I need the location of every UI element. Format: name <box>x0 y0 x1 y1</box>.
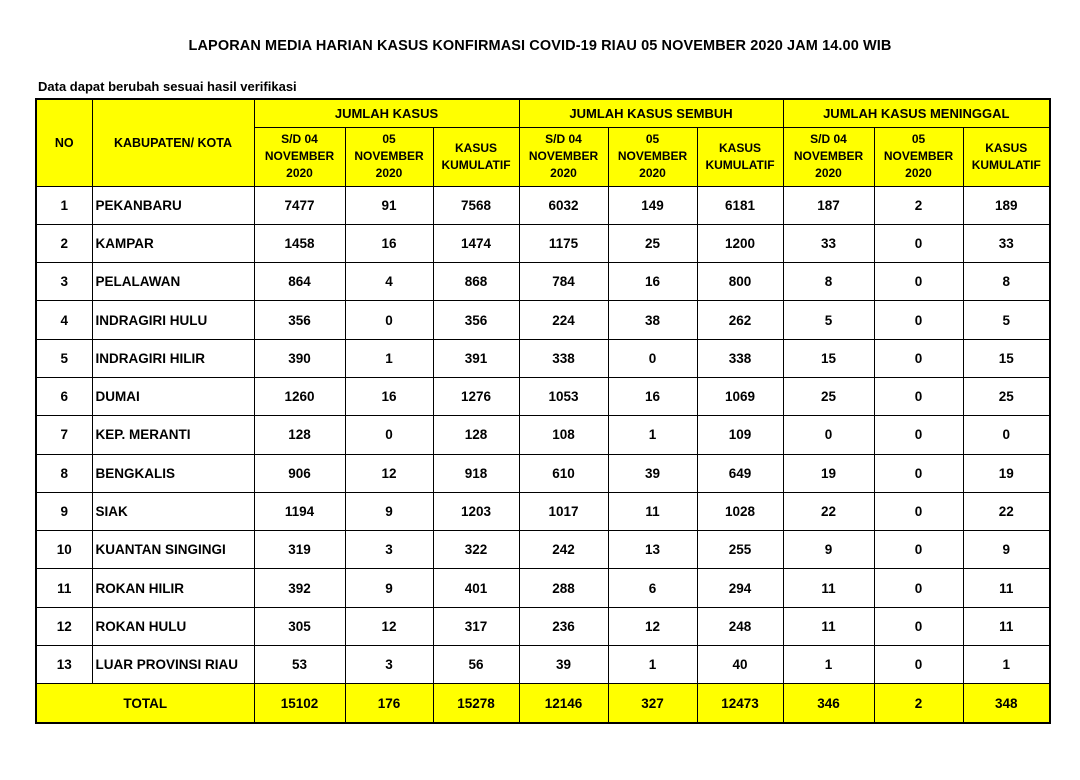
report-title: LAPORAN MEDIA HARIAN KASUS KONFIRMASI COVID-19 RIAU 05 NOVEMBER 2020 JAM 14.00 WIB <box>188 38 892 54</box>
total-row <box>36 684 1050 724</box>
row-value-cell: 0 <box>874 492 963 530</box>
row-value-cell: 2 <box>874 186 963 224</box>
row-value-cell: 0 <box>608 339 697 377</box>
row-value-cell: 11 <box>783 569 874 607</box>
subheader-05-november <box>874 127 963 186</box>
row-value-cell: 25 <box>608 224 697 262</box>
subheader-line: S/D 04 <box>281 132 318 146</box>
row-value-cell: 390 <box>254 339 345 377</box>
header-jumlah-sembuh: JUMLAH KASUS SEMBUH <box>519 99 783 127</box>
row-value-cell: 1069 <box>697 377 783 415</box>
row-region-name: LUAR PROVINSI RIAU <box>92 646 254 684</box>
row-value-cell: 262 <box>697 301 783 339</box>
total-value-cell: 15102 <box>254 684 345 724</box>
total-value-cell: 176 <box>345 684 433 724</box>
row-value-cell: 322 <box>433 531 519 569</box>
table-row <box>36 492 1050 530</box>
subheader-line: 05 <box>911 132 926 146</box>
row-value-cell: 1017 <box>519 492 608 530</box>
total-value-cell: 346 <box>783 684 874 724</box>
row-number: 12 <box>36 607 92 645</box>
row-value-cell: 109 <box>697 416 783 454</box>
row-value-cell: 224 <box>519 301 608 339</box>
row-value-cell: 12 <box>608 607 697 645</box>
header-jumlah-kasus: JUMLAH KASUS <box>254 99 519 127</box>
row-value-cell: 1 <box>345 339 433 377</box>
row-number: 7 <box>36 416 92 454</box>
subheader-line: KASUS <box>985 140 1028 155</box>
row-number: 9 <box>36 492 92 530</box>
row-value-cell: 356 <box>254 301 345 339</box>
row-value-cell: 149 <box>608 186 697 224</box>
table-row <box>36 531 1050 569</box>
row-value-cell: 3 <box>345 646 433 684</box>
header-no: NO <box>36 99 92 186</box>
row-value-cell: 1053 <box>519 377 608 415</box>
covid-cases-table <box>35 98 1051 724</box>
row-value-cell: 1 <box>963 646 1050 684</box>
row-region-name: INDRAGIRI HILIR <box>92 339 254 377</box>
total-label: TOTAL <box>36 684 254 724</box>
row-value-cell: 401 <box>433 569 519 607</box>
row-value-cell: 39 <box>608 454 697 492</box>
row-value-cell: 25 <box>783 377 874 415</box>
row-value-cell: 918 <box>433 454 519 492</box>
subheader-line: NOVEMBER <box>617 149 688 163</box>
row-value-cell: 53 <box>254 646 345 684</box>
row-value-cell: 11 <box>963 607 1050 645</box>
header-jumlah-meninggal: JUMLAH KASUS MENINGGAL <box>783 99 1050 127</box>
row-value-cell: 0 <box>874 607 963 645</box>
row-value-cell: 0 <box>874 416 963 454</box>
table-row <box>36 339 1050 377</box>
header-kabupaten: KABUPATEN/ KOTA <box>92 99 254 186</box>
table-row <box>36 646 1050 684</box>
row-value-cell: 1028 <box>697 492 783 530</box>
row-value-cell: 0 <box>874 454 963 492</box>
row-value-cell: 39 <box>519 646 608 684</box>
table-row <box>36 416 1050 454</box>
subheader-line: S/D 04 <box>810 132 847 146</box>
row-value-cell: 248 <box>697 607 783 645</box>
row-value-cell: 1 <box>783 646 874 684</box>
row-value-cell: 242 <box>519 531 608 569</box>
row-value-cell: 22 <box>783 492 874 530</box>
subheader-line: 05 <box>382 132 396 146</box>
row-value-cell: 1276 <box>433 377 519 415</box>
row-value-cell: 1458 <box>254 224 345 262</box>
row-value-cell: 16 <box>608 263 697 301</box>
row-value-cell: 356 <box>433 301 519 339</box>
row-value-cell: 1194 <box>254 492 345 530</box>
row-number: 1 <box>36 186 92 224</box>
row-value-cell: 11 <box>783 607 874 645</box>
row-number: 11 <box>36 569 92 607</box>
row-value-cell: 784 <box>519 263 608 301</box>
row-value-cell: 1 <box>608 416 697 454</box>
row-value-cell: 0 <box>345 301 433 339</box>
row-value-cell: 6 <box>608 569 697 607</box>
row-value-cell: 288 <box>519 569 608 607</box>
row-value-cell: 236 <box>519 607 608 645</box>
total-value-cell: 348 <box>963 684 1050 724</box>
row-value-cell: 7568 <box>433 186 519 224</box>
row-value-cell: 128 <box>254 416 345 454</box>
row-value-cell: 8 <box>963 263 1050 301</box>
subheader-sd-04-november <box>519 127 608 186</box>
total-value-cell: 327 <box>608 684 697 724</box>
row-value-cell: 12 <box>345 607 433 645</box>
row-value-cell: 1260 <box>254 377 345 415</box>
row-value-cell: 1474 <box>433 224 519 262</box>
subheader-line: 2020 <box>375 166 403 180</box>
subheader-line: NOVEMBER <box>793 149 864 163</box>
row-value-cell: 4 <box>345 263 433 301</box>
row-value-cell: 800 <box>697 263 783 301</box>
subheader-line: KUMULATIF <box>705 157 775 172</box>
total-value-cell: 2 <box>874 684 963 724</box>
row-value-cell: 108 <box>519 416 608 454</box>
row-value-cell: 305 <box>254 607 345 645</box>
row-region-name: KUANTAN SINGINGI <box>92 531 254 569</box>
row-value-cell: 189 <box>963 186 1050 224</box>
row-value-cell: 868 <box>433 263 519 301</box>
row-value-cell: 0 <box>874 377 963 415</box>
row-value-cell: 0 <box>963 416 1050 454</box>
subheader-line: KASUS <box>454 140 497 155</box>
row-value-cell: 128 <box>433 416 519 454</box>
row-value-cell: 5 <box>963 301 1050 339</box>
row-value-cell: 0 <box>874 531 963 569</box>
row-region-name: BENGKALIS <box>92 454 254 492</box>
table-row <box>36 377 1050 415</box>
total-value-cell: 12146 <box>519 684 608 724</box>
row-value-cell: 864 <box>254 263 345 301</box>
row-value-cell: 40 <box>697 646 783 684</box>
row-value-cell: 19 <box>963 454 1050 492</box>
row-value-cell: 33 <box>783 224 874 262</box>
row-region-name: ROKAN HILIR <box>92 569 254 607</box>
row-value-cell: 610 <box>519 454 608 492</box>
row-region-name: ROKAN HULU <box>92 607 254 645</box>
row-value-cell: 15 <box>783 339 874 377</box>
row-value-cell: 9 <box>345 569 433 607</box>
subheader-line: KUMULATIF <box>971 157 1041 172</box>
row-number: 3 <box>36 263 92 301</box>
row-value-cell: 16 <box>345 224 433 262</box>
row-value-cell: 0 <box>345 416 433 454</box>
row-value-cell: 317 <box>433 607 519 645</box>
table-row <box>36 569 1050 607</box>
subheader-line: 2020 <box>815 166 842 180</box>
subheader-kasus-kumulatif <box>697 127 783 186</box>
row-value-cell: 6032 <box>519 186 608 224</box>
table-row <box>36 301 1050 339</box>
subheader-line: NOVEMBER <box>264 149 335 163</box>
row-value-cell: 294 <box>697 569 783 607</box>
subheader-line: KASUS <box>718 140 761 155</box>
row-value-cell: 1 <box>608 646 697 684</box>
subheader-sd-04-november <box>783 127 874 186</box>
row-value-cell: 5 <box>783 301 874 339</box>
row-value-cell: 338 <box>697 339 783 377</box>
subheader-line: 2020 <box>550 166 577 180</box>
subheader-line: 2020 <box>905 166 932 180</box>
row-value-cell: 12 <box>345 454 433 492</box>
row-value-cell: 91 <box>345 186 433 224</box>
row-value-cell: 19 <box>783 454 874 492</box>
row-region-name: PEKANBARU <box>92 186 254 224</box>
row-value-cell: 1175 <box>519 224 608 262</box>
subheader-sd-04-november <box>254 127 345 186</box>
row-value-cell: 319 <box>254 531 345 569</box>
row-region-name: KEP. MERANTI <box>92 416 254 454</box>
table-row <box>36 186 1050 224</box>
row-value-cell: 0 <box>874 224 963 262</box>
row-value-cell: 25 <box>963 377 1050 415</box>
row-value-cell: 15 <box>963 339 1050 377</box>
row-value-cell: 255 <box>697 531 783 569</box>
subheader-line: NOVEMBER <box>354 149 424 163</box>
row-value-cell: 0 <box>783 416 874 454</box>
total-value-cell: 12473 <box>697 684 783 724</box>
row-value-cell: 9 <box>345 492 433 530</box>
row-value-cell: 33 <box>963 224 1050 262</box>
subheader-05-november <box>608 127 697 186</box>
total-value-cell: 15278 <box>433 684 519 724</box>
subheader-kasus-kumulatif <box>963 127 1050 186</box>
row-region-name: INDRAGIRI HULU <box>92 301 254 339</box>
row-value-cell: 0 <box>874 339 963 377</box>
row-number: 13 <box>36 646 92 684</box>
row-value-cell: 187 <box>783 186 874 224</box>
table-row <box>36 454 1050 492</box>
row-value-cell: 9 <box>963 531 1050 569</box>
row-value-cell: 906 <box>254 454 345 492</box>
row-value-cell: 0 <box>874 569 963 607</box>
row-value-cell: 11 <box>963 569 1050 607</box>
row-value-cell: 22 <box>963 492 1050 530</box>
row-value-cell: 0 <box>874 646 963 684</box>
row-value-cell: 11 <box>608 492 697 530</box>
row-value-cell: 0 <box>874 301 963 339</box>
row-value-cell: 1203 <box>433 492 519 530</box>
subheader-line: 2020 <box>639 166 666 180</box>
subheader-05-november <box>345 127 433 186</box>
row-value-cell: 391 <box>433 339 519 377</box>
row-value-cell: 9 <box>783 531 874 569</box>
row-value-cell: 8 <box>783 263 874 301</box>
row-number: 6 <box>36 377 92 415</box>
row-value-cell: 16 <box>608 377 697 415</box>
subheader-kasus-kumulatif <box>433 127 519 186</box>
row-number: 8 <box>36 454 92 492</box>
row-region-name: SIAK <box>92 492 254 530</box>
row-value-cell: 13 <box>608 531 697 569</box>
row-number: 5 <box>36 339 92 377</box>
row-value-cell: 56 <box>433 646 519 684</box>
row-value-cell: 38 <box>608 301 697 339</box>
subheader-line: NOVEMBER <box>883 149 954 163</box>
row-number: 10 <box>36 531 92 569</box>
row-value-cell: 16 <box>345 377 433 415</box>
row-value-cell: 1200 <box>697 224 783 262</box>
table-row <box>36 224 1050 262</box>
table-row <box>36 263 1050 301</box>
row-number: 2 <box>36 224 92 262</box>
row-value-cell: 0 <box>874 263 963 301</box>
table-row <box>36 607 1050 645</box>
row-value-cell: 7477 <box>254 186 345 224</box>
row-region-name: PELALAWAN <box>92 263 254 301</box>
subheader-line: 05 <box>645 132 660 146</box>
subheader-line: KUMULATIF <box>441 157 511 172</box>
verification-note: Data dapat berubah sesuai hasil verifikasi <box>38 79 297 94</box>
row-number: 4 <box>36 301 92 339</box>
row-value-cell: 338 <box>519 339 608 377</box>
subheader-line: NOVEMBER <box>528 149 599 163</box>
subheader-line: S/D 04 <box>545 132 582 146</box>
row-value-cell: 392 <box>254 569 345 607</box>
row-value-cell: 3 <box>345 531 433 569</box>
subheader-line: 2020 <box>286 166 313 180</box>
row-value-cell: 6181 <box>697 186 783 224</box>
row-region-name: DUMAI <box>92 377 254 415</box>
row-value-cell: 649 <box>697 454 783 492</box>
row-region-name: KAMPAR <box>92 224 254 262</box>
